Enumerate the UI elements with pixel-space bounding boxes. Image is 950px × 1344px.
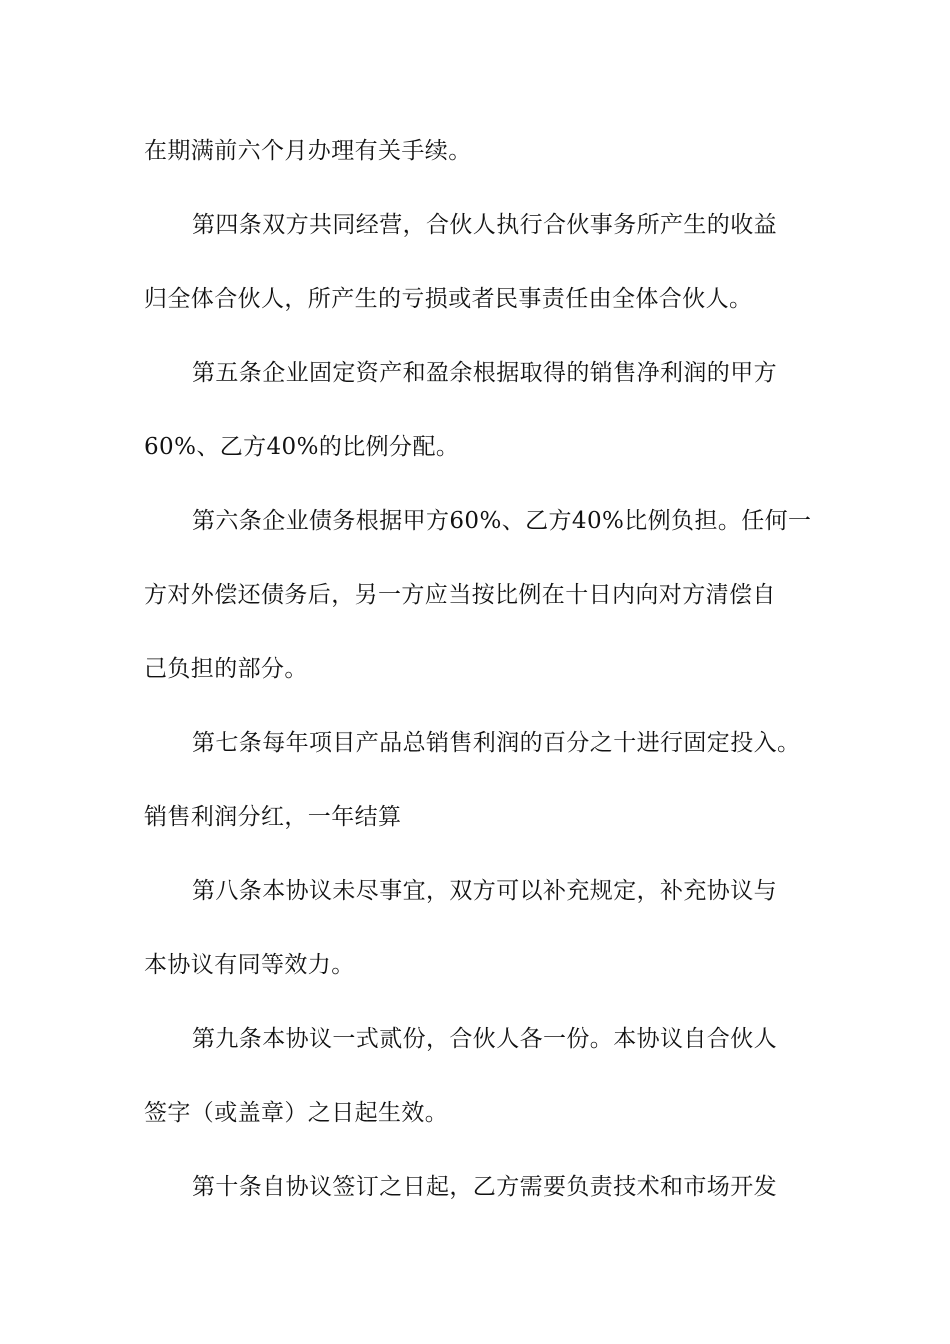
text-line: 在期满前六个月办理有关手续。 [144, 138, 472, 164]
text-line: 方对外偿还债务后，另一方应当按比例在十日内向对方清偿自 [144, 582, 776, 608]
clause-6-line: 第六条企业债务根据甲方60%、乙方40%比例负担。任何一 [192, 508, 812, 534]
text-line: 销售利润分红，一年结算 [144, 804, 402, 830]
clause-7-line: 第七条每年项目产品总销售利润的百分之十进行固定投入。 [192, 730, 801, 756]
text-line: 签字（或盖章）之日起生效。 [144, 1100, 449, 1126]
clause-10-line: 第十条自协议签订之日起，乙方需要负责技术和市场开发 [192, 1174, 777, 1200]
text-line: 己负担的部分。 [144, 656, 308, 682]
text-line: 归全体合伙人，所产生的亏损或者民事责任由全体合伙人。 [144, 286, 753, 312]
clause-5-line: 第五条企业固定资产和盈余根据取得的销售净利润的甲方 [192, 360, 777, 386]
text-line: 60%、乙方40%的比例分配。 [144, 434, 460, 460]
clause-9-line: 第九条本协议一式贰份，合伙人各一份。本协议自合伙人 [192, 1026, 777, 1052]
clause-4-line: 第四条双方共同经营，合伙人执行合伙事务所产生的收益 [192, 212, 777, 238]
clause-8-line: 第八条本协议未尽事宜，双方可以补充规定，补充协议与 [192, 878, 777, 904]
text-line: 本协议有同等效力。 [144, 952, 355, 978]
